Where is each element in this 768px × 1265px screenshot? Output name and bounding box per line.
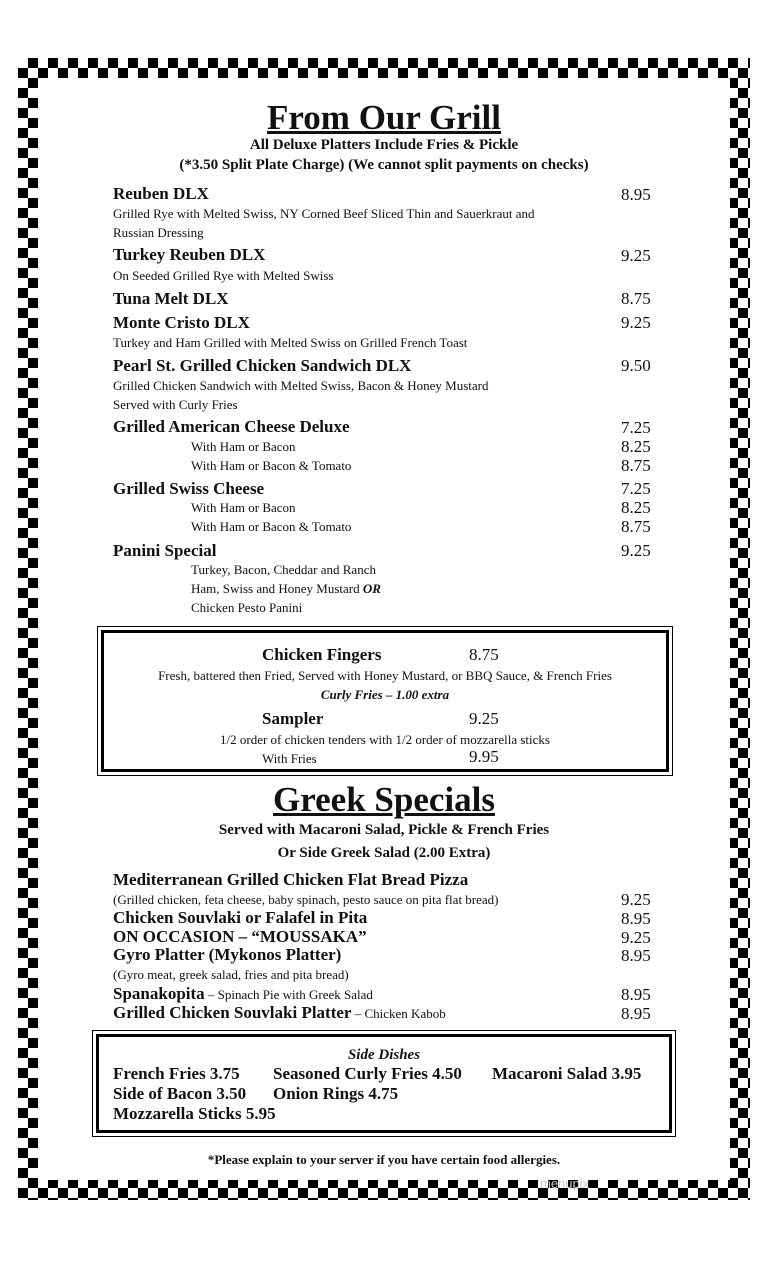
greek-subtitle-2: Or Side Greek Salad (2.00 Extra) [277, 845, 491, 861]
item-reuben-desc-2: Russian Dressing [113, 225, 204, 240]
item-swiss-opt-1-price: 8.25 [621, 498, 651, 517]
item-gyro-desc: (Gyro meat, greek salad, fries and pita bread) [113, 967, 349, 982]
item-american-price: 7.25 [621, 418, 651, 437]
item-gyro-price: 8.95 [621, 946, 651, 965]
side-french-fries: French Fries 3.75 [113, 1064, 240, 1083]
side-dishes-title: Side Dishes [347, 1047, 421, 1063]
sampler-price: 9.25 [469, 709, 499, 728]
item-swiss-opt-2-price: 8.75 [621, 517, 651, 536]
sampler-with-fries-price: 9.95 [469, 747, 499, 766]
greek-title: Greek Specials [273, 780, 495, 819]
item-mediterranean-desc: (Grilled chicken, feta cheese, baby spinach, pesto sauce on pita flat bread) [113, 892, 499, 907]
chicken-fingers-box [101, 630, 669, 772]
watermark: menupix [540, 1176, 590, 1191]
sampler-name: Sampler [262, 709, 324, 728]
menu-panel [38, 78, 730, 1180]
chicken-fingers-price: 8.75 [469, 645, 499, 664]
side-macaroni-salad: Macaroni Salad 3.95 [492, 1064, 642, 1083]
item-reuben-desc-1: Grilled Rye with Melted Swiss, NY Corned Beef Sliced Thin and Sauerkraut and [113, 206, 535, 221]
item-american-opt-2: With Ham or Bacon & Tomato [191, 458, 352, 473]
sampler-with-fries: With Fries [262, 751, 317, 766]
item-spanakopita-name: Spanakopita [113, 984, 205, 1003]
item-turkey-reuben-price: 9.25 [621, 246, 651, 265]
item-reuben-price: 8.95 [621, 185, 651, 204]
item-monte-cristo-desc: Turkey and Ham Grilled with Melted Swiss on Grilled French Toast [113, 335, 468, 350]
item-monte-cristo-price: 9.25 [621, 313, 651, 332]
item-kabob-note: – Chicken Kabob [351, 1006, 446, 1021]
item-panini-line-3: Chicken Pesto Panini [191, 600, 303, 615]
item-tuna-melt-price: 8.75 [621, 289, 651, 308]
item-pearl-st-desc-2: Served with Curly Fries [113, 397, 238, 412]
side-dishes-box [96, 1034, 672, 1133]
side-curly-fries: Seasoned Curly Fries 4.50 [273, 1064, 462, 1083]
item-american-opt-1-price: 8.25 [621, 437, 651, 456]
item-spanakopita-price: 8.95 [621, 985, 651, 1004]
side-bacon: Side of Bacon 3.50 [113, 1084, 247, 1103]
item-american-opt-1: With Ham or Bacon [191, 439, 296, 454]
grill-subtitle-1: All Deluxe Platters Include Fries & Pickle [249, 137, 519, 153]
item-american-opt-2-price: 8.75 [621, 456, 651, 475]
item-panini-price: 9.25 [621, 541, 651, 560]
item-panini-line-1: Turkey, Bacon, Cheddar and Ranch [191, 562, 376, 577]
item-gyro-name: Gyro Platter (Mykonos Platter) [113, 945, 342, 964]
item-turkey-reuben-desc: On Seeded Grilled Rye with Melted Swiss [113, 268, 334, 283]
item-pearl-st-name: Pearl St. Grilled Chicken Sandwich DLX [113, 356, 412, 375]
item-mediterranean-price: 9.25 [621, 890, 651, 909]
chicken-fingers-desc: Fresh, battered then Fried, Served with Honey Mustard, or BBQ Sauce, & French Fries [158, 668, 612, 683]
grill-subtitle-2: (*3.50 Split Plate Charge) (We cannot split payments on checks) [179, 157, 589, 173]
item-moussaka-name: ON OCCASION – “MOUSSAKA” [113, 927, 367, 946]
item-spanakopita-note: – Spinach Pie with Greek Salad [204, 987, 373, 1002]
item-kabob-price: 8.95 [621, 1004, 651, 1023]
curly-fries-extra: Curly Fries – 1.00 extra [320, 687, 450, 702]
sampler-desc: 1/2 order of chicken tenders with 1/2 order of mozzarella sticks [220, 732, 550, 747]
item-pearl-st-price: 9.50 [621, 356, 651, 375]
side-mozzarella-sticks: Mozzarella Sticks 5.95 [113, 1104, 276, 1123]
item-turkey-reuben-name: Turkey Reuben DLX [113, 245, 266, 264]
item-panini-line-2 [191, 579, 381, 598]
item-swiss-opt-2: With Ham or Bacon & Tomato [191, 519, 352, 534]
item-souvlaki-price: 8.95 [621, 909, 651, 928]
allergy-note: *Please explain to your server if you have certain food allergies. [207, 1152, 561, 1167]
item-mediterranean-name: Mediterranean Grilled Chicken Flat Bread Pizza [113, 870, 469, 889]
chicken-fingers-name: Chicken Fingers [262, 645, 382, 664]
item-monte-cristo-name: Monte Cristo DLX [113, 313, 250, 332]
item-panini-line-2-or: OR [362, 581, 381, 596]
item-kabob [113, 1003, 446, 1024]
item-reuben-name: Reuben DLX [113, 184, 209, 203]
side-onion-rings: Onion Rings 4.75 [273, 1084, 399, 1103]
item-pearl-st-desc-1: Grilled Chicken Sandwich with Melted Swiss, Bacon & Honey Mustard [113, 378, 489, 393]
item-swiss-opt-1: With Ham or Bacon [191, 500, 296, 515]
item-moussaka-price: 9.25 [621, 928, 651, 947]
item-souvlaki-name: Chicken Souvlaki or Falafel in Pita [113, 908, 368, 927]
greek-subtitle-1: Served with Macaroni Salad, Pickle & French Fries [218, 822, 550, 838]
item-tuna-melt-name: Tuna Melt DLX [113, 289, 229, 308]
item-panini-line-2-text: Ham, Swiss and Honey Mustard [191, 581, 363, 596]
item-panini-name: Panini Special [113, 541, 217, 560]
item-kabob-name: Grilled Chicken Souvlaki Platter [113, 1003, 352, 1022]
grill-title: From Our Grill [267, 98, 501, 137]
item-spanakopita [113, 984, 373, 1005]
item-swiss-price: 7.25 [621, 479, 651, 498]
item-swiss-name: Grilled Swiss Cheese [113, 479, 265, 498]
item-american-name: Grilled American Cheese Deluxe [113, 417, 350, 436]
